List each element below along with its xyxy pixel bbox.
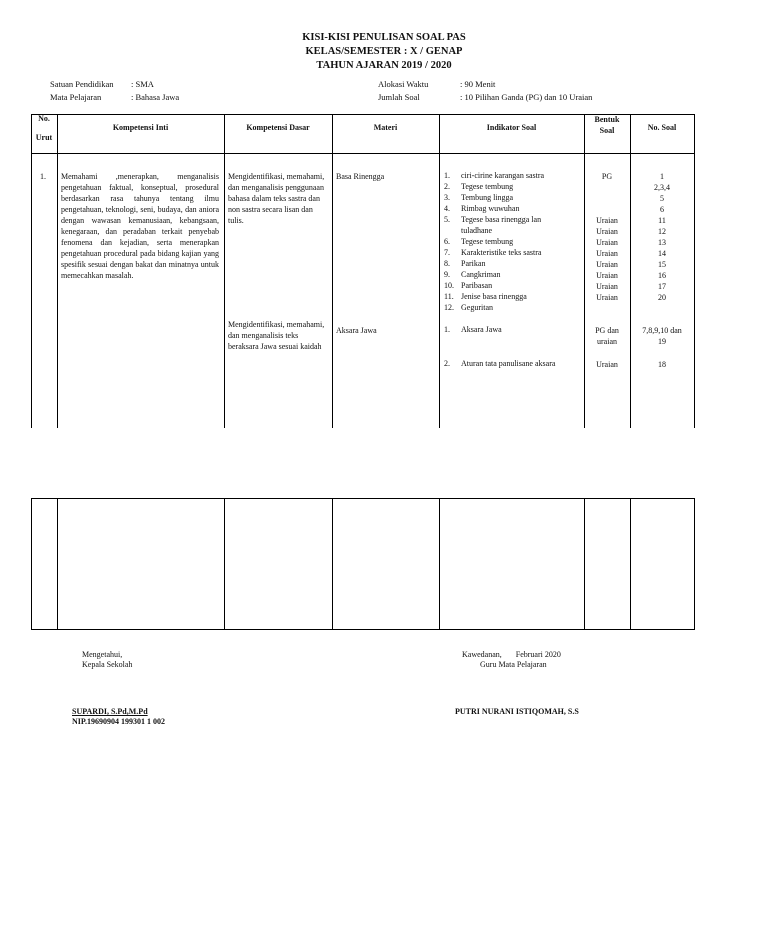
list-item: 17 bbox=[658, 282, 666, 291]
doc-title: KISI-KISI PENULISAN SOAL PAS bbox=[302, 32, 466, 43]
list-item: 12. Geguritan bbox=[444, 303, 493, 312]
list-item: 4. Rimbag wuwuhan bbox=[444, 204, 520, 213]
list-item: 2. Aturan tata panulisane aksara bbox=[444, 359, 556, 368]
list-item: Uraian bbox=[596, 293, 618, 302]
list-item: 10. Paribasan bbox=[444, 281, 493, 290]
bentuk-pg-uraian: PG dan bbox=[595, 326, 619, 335]
bentuk-pg-uraian-2: uraian bbox=[597, 337, 617, 346]
materi-text-1: Basa Rinengga bbox=[336, 172, 385, 181]
header-no: No. bbox=[38, 114, 50, 123]
header-kompetensi-inti: Kompetensi Inti bbox=[112, 123, 169, 132]
jumlah-label: Jumlah Soal bbox=[378, 92, 420, 102]
list-item: 14 bbox=[658, 249, 666, 258]
list-item: tuladhane bbox=[461, 226, 493, 235]
header-bentuk: Bentuk bbox=[594, 115, 620, 124]
mengetahui-text: Mengetahui, bbox=[82, 650, 123, 659]
place-date: Kawedanan, Februari 2020 bbox=[462, 650, 561, 659]
list-item: 2,3,4 bbox=[654, 183, 670, 192]
list-item: 11. Jenise basa rinengga bbox=[444, 292, 527, 301]
kd-text-1: Mengidentifikasi, memahami, dan menganalisis penggunaan bahasa dalam teks sastra dan non sastra secara lisan dan tulis. bbox=[228, 172, 325, 225]
list-item: 16 bbox=[658, 271, 666, 280]
list-item: Uraian bbox=[596, 238, 618, 247]
list-item: 5 bbox=[660, 194, 664, 203]
list-item: 11 bbox=[658, 216, 666, 225]
list-item: PG bbox=[601, 172, 613, 181]
list-item: Uraian bbox=[596, 271, 618, 280]
list-item: Uraian bbox=[596, 282, 618, 291]
list-item: 15 bbox=[658, 260, 666, 269]
header-urut: Urut bbox=[35, 133, 53, 142]
satuan-label: Satuan Pendidikan bbox=[50, 79, 114, 89]
nosoal-aksara-2: 19 bbox=[658, 337, 666, 346]
guru-name: PUTRI NURANI ISTIQOMAH, S.S bbox=[455, 707, 579, 716]
list-item: 9. Cangkriman bbox=[444, 270, 501, 279]
ki-text: Memahami ,menerapkan, menganalisis pengetahuan faktual, konseptual, prosedural berdasarkan rasa tahunya tentang ilmu pengetahuan, teknologi, seni, budaya, dan aniora dengan wawasan kemanusiaan, kebangsaan, kenegaraan, dan peradaban terkait penyebab fenomena dan kejadian, serta menerapkan pengetahuan procedural pada bidang kajian yang spesifik sesuai dengan bakat dan minatnya untuk memecahkan masalah. bbox=[61, 172, 219, 280]
guru-label: Guru Mata Pelajaran bbox=[480, 660, 547, 669]
list-item: 20 bbox=[658, 293, 666, 302]
kepala-sekolah-label: Kepala Sekolah bbox=[82, 660, 133, 669]
satuan-value: : SMA bbox=[131, 79, 154, 89]
list-item: Uraian bbox=[596, 249, 618, 258]
header-kompetensi-dasar: Kompetensi Dasar bbox=[246, 123, 310, 132]
doc-class-semester: KELAS/SEMESTER : X / GENAP bbox=[305, 46, 463, 57]
header-materi: Materi bbox=[373, 123, 398, 132]
kepsek-name: SUPARDI, S.Pd,M.Pd bbox=[72, 707, 148, 716]
alokasi-label: Alokasi Waktu bbox=[378, 79, 429, 89]
bentuk-uraian: Uraian bbox=[596, 360, 618, 369]
list-item: 7. Karakteristike teks sastra bbox=[444, 248, 542, 257]
doc-academic-year: TAHUN AJARAN 2019 / 2020 bbox=[316, 60, 452, 71]
list-item: 6. Tegese tembung bbox=[444, 237, 514, 246]
list-item: 1. Aksara Jawa bbox=[444, 325, 502, 334]
materi-text-2: Aksara Jawa bbox=[336, 326, 377, 335]
list-item: 12 bbox=[658, 227, 666, 236]
mapel-label: Mata Pelajaran bbox=[50, 92, 102, 102]
mapel-value: : Bahasa Jawa bbox=[131, 92, 180, 102]
list-item: 3. Tembung lingga bbox=[444, 193, 514, 202]
header-no-soal: No. Soal bbox=[647, 123, 677, 132]
list-item: 13 bbox=[658, 238, 666, 247]
list-item: 5. Tegese basa rinengga lan bbox=[444, 215, 542, 224]
kepsek-nip: NIP.19690904 199301 1 002 bbox=[72, 717, 166, 726]
nosoal-aturan: 18 bbox=[658, 360, 666, 369]
list-item: 6 bbox=[660, 205, 664, 214]
kd-text-2: Mengidentifikasi, memahami, dan menganalisis teks beraksara Jawa sesuai kaidah bbox=[228, 320, 325, 351]
list-item: Uraian bbox=[596, 260, 618, 269]
alokasi-value: : 90 Menit bbox=[460, 79, 496, 89]
nosoal-aksara: 7,8,9,10 dan bbox=[642, 326, 682, 335]
list-item: 2. Tegese tembung bbox=[444, 182, 514, 191]
jumlah-value: : 10 Pilihan Ganda (PG) dan 10 Uraian bbox=[460, 92, 593, 102]
header-soal: Soal bbox=[599, 126, 615, 135]
row-number: 1. bbox=[40, 172, 46, 181]
list-item: Uraian bbox=[596, 227, 618, 236]
list-item: 1. ciri-cirine karangan sastra bbox=[444, 171, 545, 180]
list-item: Uraian bbox=[596, 216, 618, 225]
list-item: 8. Parikan bbox=[444, 259, 486, 268]
header-indikator: Indikator Soal bbox=[486, 123, 537, 132]
list-item: 1 bbox=[660, 172, 664, 181]
